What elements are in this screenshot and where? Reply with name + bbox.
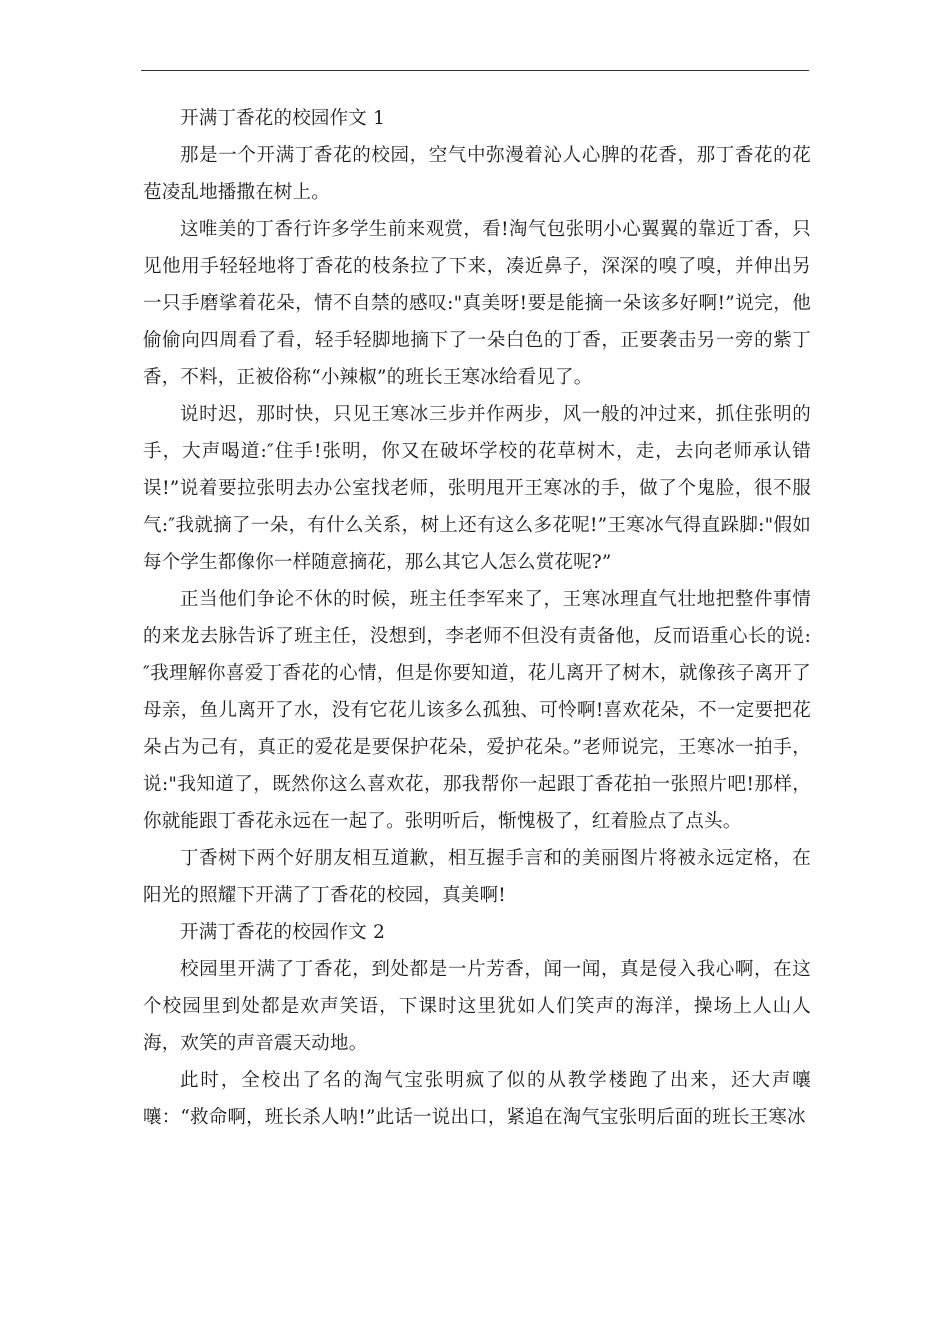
paragraph: 此时，全校出了名的淘气宝张明疯了似的从教学楼跑了出来，还大声嚷嚷：“救命啊，班长杀人呐!”此话一说出口，紧追在淘气宝张明后面的班长王寒冰 (143, 1070, 811, 1128)
header-rule (141, 70, 809, 71)
paragraph: 这唯美的丁香行许多学生前来观赏，看!淘气包张明小心翼翼的靠近丁香，只见他用手轻轻地将丁香花的枝条拉了下来，凑近鼻子，深深的嗅了嗅，并伸出另一只手磨挲着花朵，情不自禁的感叹:"真美呀!要是能摘一朵该多好啊!”说完，他偷偷向四周看了看，轻手轻脚地摘下了一朵白色的丁香，正要袭击另一旁的紫丁香，不料，正被俗称“小辣椒”的班长王寒冰给看见了。 (143, 219, 811, 388)
paragraph: 说时迟，那时快，只见王寒冰三步并作两步，风一般的冲过来，抓住张明的手，大声喝道:″住手!张明，你又在破坏学校的花草树木，走，去向老师承认错误!”说着要拉张明去办公室找老师，张明甩开王寒冰的手，做了个鬼脸，很不服气:″我就摘了一朵，有什么关系，树上还有这么多花呢!”王寒冰气得直跺脚:"假如每个学生都像你一样随意摘花，那么其它人怎么赏花呢?” (143, 404, 811, 573)
document-body (143, 100, 811, 1136)
paragraph: 那是一个开满丁香花的校园，空气中弥漫着沁人心脾的花香，那丁香花的花苞凌乱地播撒在树上。 (143, 145, 811, 203)
paragraph: 丁香树下两个好朋友相互道歉，相互握手言和的美丽图片将被永远定格，在阳光的照耀下开满了丁香花的校园，真美啊! (143, 848, 811, 906)
section-heading: 开满丁香花的校园作文 1 (180, 108, 386, 129)
paragraph: 正当他们争论不休的时候，班主任李军来了，王寒冰理直气壮地把整件事情的来龙去脉告诉了班主任，没想到，李老师不但没有责备他，反而语重心长的说:″我理解你喜爱丁香花的心情，但是你要知道，花儿离开了树木，就像孩子离开了母亲，鱼儿离开了水，没有它花儿该多么孤独、可怜啊!喜欢花朵，不一定要把花朵占为己有，真正的爱花是要保护花朵，爱护花朵。”老师说完，王寒冰一拍手，说:"我知道了，既然你这么喜欢花，那我帮你一起跟丁香花拍一张照片吧!那样，你就能跟丁香花永远在一起了。张明听后，惭愧极了，红着脸点了点头。 (143, 589, 811, 832)
section-heading: 开满丁香花的校园作文 2 (180, 922, 386, 943)
paragraph: 校园里开满了丁香花，到处都是一片芳香，闻一闻，真是侵入我心啊，在这个校园里到处都是欢声笑语，下课时这里犹如人们笑声的海洋，操场上人山人海，欢笑的声音震天动地。 (143, 959, 811, 1054)
